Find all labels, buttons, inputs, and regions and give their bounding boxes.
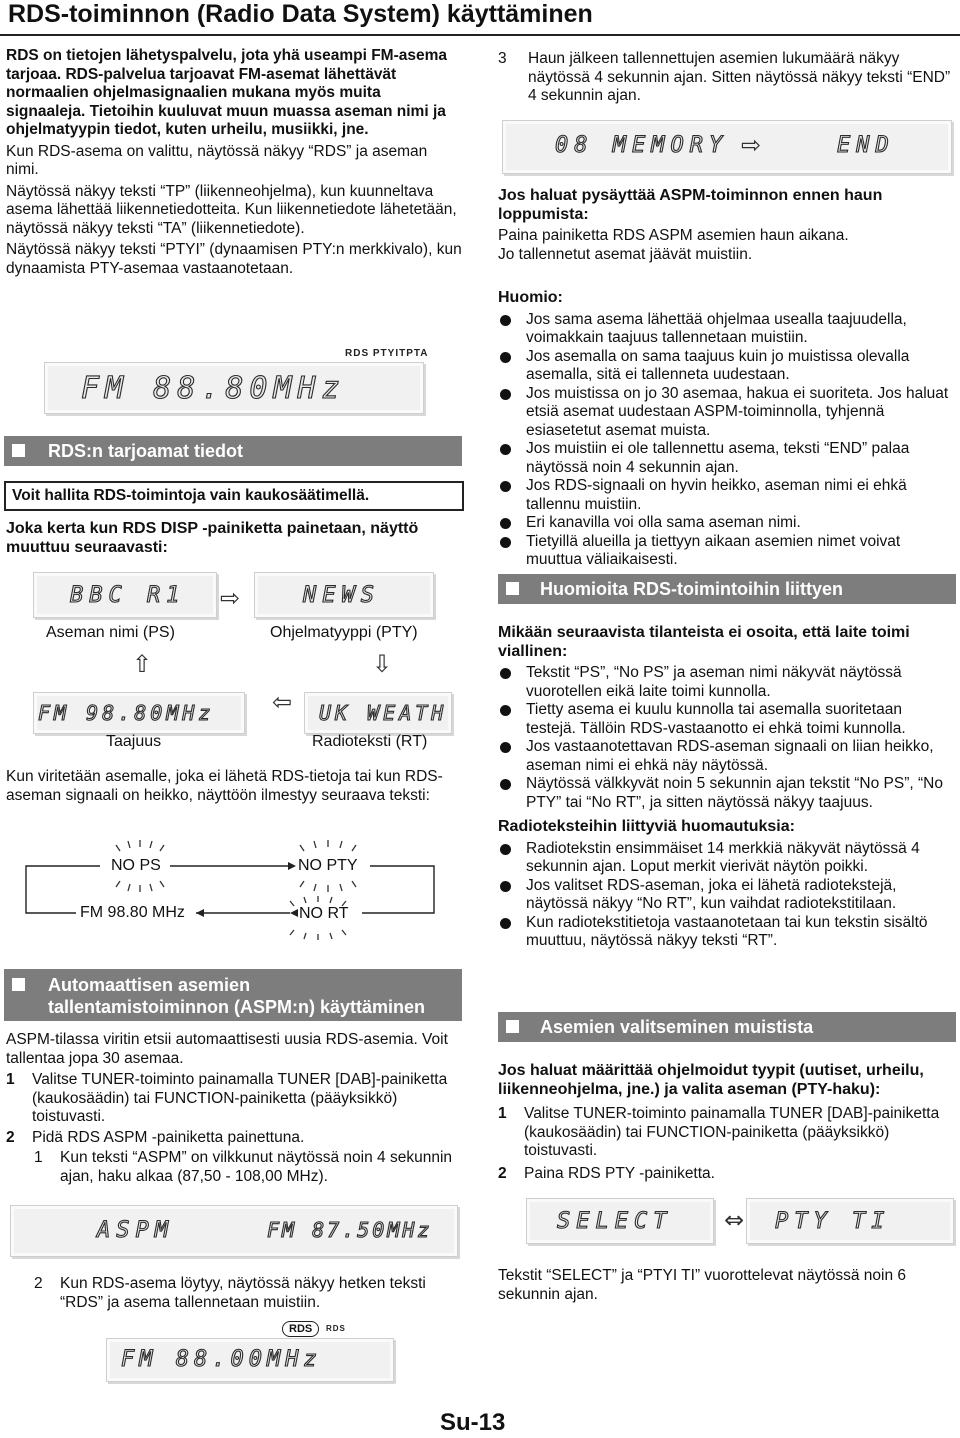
rds-badge: RDS (282, 1321, 319, 1337)
lcd-rt-text: UK WEATH (319, 701, 448, 725)
caption-freq: Taajuus (106, 733, 162, 750)
lcd-select-text: SELECT (557, 1209, 673, 1234)
flash-fm: FM 98.80 MHz (80, 904, 185, 921)
lcd-end-text: END (837, 133, 895, 158)
substep-text: Haun jälkeen tallennettujen asemien lukumäärä näkyy näytössä 4 sekunnin ajan. Sitten näytössä näkyy teksti “END” 4 sekunnin ajan. (528, 50, 951, 104)
flash-no-ps: NO PS (111, 857, 161, 874)
flash-no-rt: NO RT (299, 905, 349, 922)
list-item: Tietty asema ei kuulu kunnolla tai asemalla suoritetaan testejä. Tällöin RDS-vastaanotto ei ehkä toimi kunnolla. (498, 701, 956, 738)
stop-block (498, 187, 956, 264)
disp-heading: Joka kerta kun RDS DISP -painiketta painetaan, näyttö muuttuu seuraavasti: (6, 520, 419, 556)
substep-2-block (6, 1275, 462, 1312)
note-list (498, 311, 956, 570)
aspm-block (6, 1031, 462, 1186)
line-right (362, 866, 434, 913)
display-memory-end (502, 120, 952, 174)
lcd-pty-text: NEWS (303, 583, 380, 608)
rt-note-list (498, 840, 956, 951)
rds-small-indicator: RDS (326, 1324, 346, 1333)
step-2 (6, 1129, 462, 1148)
rt-heading: Radioteksteihin liittyviä huomautuksia: (498, 818, 795, 835)
arrow-right-icon: ⇨ (220, 584, 241, 612)
step-number: 2 (6, 1128, 15, 1146)
substep-3 (498, 50, 954, 106)
arrow-up-icon: ⇧ (132, 650, 153, 678)
step-text: Valitse TUNER-toiminto painamalla TUNER [DAB]-painiketta (kaukosäädin) tai FUNCTION-painiketta (pääyksikkö) toistuvasti. (524, 1105, 940, 1159)
step-text: Pidä RDS ASPM -painiketta painettuna. (32, 1128, 305, 1146)
list-item: Jos muistissa on jo 30 asemaa, hakua ei suoriteta. Jos haluat etsiä asemat uudestaan ASPM-toiminnolla, tyhjennä esiasetetut asemat muista. (498, 385, 956, 441)
flash-cycle-diagram (0, 835, 460, 945)
section-title-line2: tallentamistoiminnon (ASPM:n) käyttäminen (48, 997, 426, 1017)
section-rds-info (4, 436, 462, 466)
arrow-left-icon: ⇦ (272, 688, 293, 716)
caption-rt: Radioteksti (RT) (312, 733, 428, 750)
arrowhead-fm (196, 909, 204, 917)
display-ps (33, 572, 217, 618)
arrow-right-icon: ⇨ (741, 131, 762, 159)
display-rds-found (106, 1338, 394, 1382)
list-item: Jos asemalla on sama taajuus kuin jo muistissa olevalla asemalla, sitä ei tallenneta uudestaan. (498, 348, 956, 385)
notice-block (498, 624, 956, 951)
list-item: Näytössä välkkyvät noin 5 sekunnin ajan tekstit “No PS”, “No PTY” tai “No RT”, ja sitten näytössä näkyy taajuus. (498, 775, 956, 812)
section-square-icon (12, 444, 25, 457)
select-text: Tekstit “SELECT” ja “PTYI TI” vuorottelevat näytössä noin 6 sekunnin ajan. (498, 1267, 907, 1303)
substep-number: 2 (34, 1275, 43, 1292)
intro-p2: Näytössä näkyy teksti “TP” (liikenneohjelma), kun kuunneltava asema lähettää liikennetiedotteita. Kun liikennetiedote lähetetään, näytössä näkyy teksti “TA” (liikennetiedote). (6, 182, 457, 237)
section-title: RDS:n tarjoamat tiedot (48, 441, 244, 461)
intro-p1: Kun RDS-asema on valittu, näytössä näkyy “RDS” ja aseman nimi. (6, 142, 428, 178)
arrow-down-icon: ⇩ (372, 650, 393, 678)
title-rule (0, 34, 960, 36)
lcd-ps-text: BBC R1 (70, 583, 186, 608)
lcd-indicators: RDS PTYITPTA (345, 348, 429, 359)
arrowhead-rt-right (290, 909, 298, 917)
flash-rays (116, 840, 356, 940)
right-substep-3 (498, 50, 954, 106)
stop-text-2: Jo tallennetut asemat jäävät muistiin. (498, 245, 753, 263)
substep-text: Kun teksti “ASPM” on vilkkunut näytössä noin 4 sekunnin ajan, haku alkaa (87,50 - 108,00 MHz). (60, 1149, 453, 1185)
lcd-aspm-text: ASPM (97, 1218, 174, 1243)
display-pty-ti (746, 1198, 954, 1244)
pty-step-1 (498, 1105, 956, 1161)
intro-text-block (6, 47, 462, 281)
section-title: Huomioita RDS-toimintoihin liittyen (540, 579, 843, 599)
step-number: 2 (498, 1164, 507, 1182)
arrow-both-icon: ⇔ (724, 1206, 745, 1234)
display-select (526, 1198, 714, 1244)
flash-no-pty: NO PTY (298, 857, 358, 874)
section-square-icon (506, 1020, 519, 1033)
step-text: Valitse TUNER-toiminto painamalla TUNER [DAB]-painiketta (kaukosäädin) tai FUNCTION-painiketta (pääyksikkö) toistuvasti. (32, 1071, 448, 1125)
list-item: Jos RDS-signaali on hyvin heikko, aseman nimi ei ehkä tallennu muistiin. (498, 477, 956, 514)
display-pty (254, 572, 434, 618)
note-block (498, 289, 956, 570)
lcd-aspm-freq: FM 87.50MHz (267, 1218, 433, 1242)
section-square-icon (12, 978, 25, 991)
section-square-icon (506, 582, 519, 595)
list-item: Jos valitset RDS-aseman, joka ei lähetä radiotekstejä, näytössä näkyy “No RT”, kun vaihdat radiotekstitilaan. (498, 877, 956, 914)
lcd-ptyti-text: PTY TI (775, 1209, 891, 1234)
step-1 (6, 1071, 462, 1127)
pty-heading: Jos haluat määrittää ohjelmoidut tyypit (uutiset, urheilu, liikenneohjelma, jne.) ja valita aseman (PTY-haku): (498, 1062, 924, 1098)
notice-list (498, 664, 956, 812)
substep-number: 1 (34, 1149, 43, 1166)
list-item: Jos sama asema lähettää ohjelmaa usealla taajuudella, voimakkain taajuus tallennetaan muistiin. (498, 311, 956, 348)
step-text: Paina RDS PTY -painiketta. (524, 1164, 715, 1182)
list-item: Jos muistiin ei ole tallennettu asema, teksti “END” palaa näytössä noin 4 sekunnin ajan. (498, 440, 956, 477)
intro-bold: RDS on tietojen lähetyspalvelu, jota yhä useampi FM-asema tarjoaa. RDS-palvelua tarjoavat FM-asemat lähettävät normaalien ohjelmasignaalien mukana myös muita signaaleja. Tietoihin kuuluvat muun muassa aseman nimi ja ohjelmatyypin tiedot, kuten urheilu, musiikki, jne. (6, 47, 448, 138)
noinfo-text: Kun viritetään asemalle, joka ei lähetä RDS-tietoja tai kun RDS-aseman signaali on heikko, näyttöön ilmestyy seuraava teksti: (6, 768, 443, 804)
aspm-intro: ASPM-tilassa viritin etsii automaattisesti uusia RDS-asemia. Voit tallentaa jopa 30 asemaa. (6, 1031, 448, 1067)
note-heading: Huomio: (498, 289, 563, 306)
list-item: Jos vastaanotettavan RDS-aseman signaali on liian heikko, aseman nimi ei ehkä näy näytössä. (498, 738, 956, 775)
section-rds-notices (498, 574, 956, 604)
page-number: Su-13 (440, 1409, 506, 1436)
page-title: RDS-toiminnon (Radio Data System) käyttäminen (8, 0, 593, 28)
lcd-memory-text: 08 MEMORY (555, 133, 729, 158)
remote-only-note: Voit hallita RDS-toimintoja vain kaukosäätimellä. (4, 481, 464, 511)
caption-ps: Aseman nimi (PS) (46, 624, 175, 641)
pty-step-2 (498, 1165, 956, 1184)
intro-p3: Näytössä näkyy teksti “PTYI” (dynaamisen PTY:n merkkivalo), kun dynaamista PTY-asemaa vastaanotetaan. (6, 241, 462, 277)
arrowhead-pty (288, 862, 296, 870)
list-item: Radiotekstin ensimmäiset 14 merkkiä näkyvät näytössä 4 sekunnin ajan. Loput merkit vierivät näytön poikki. (498, 840, 956, 877)
display-freq (33, 692, 245, 734)
lcd-rds-text: FM 88.00MHz (121, 1347, 322, 1372)
lcd-freq-text: FM 98.80MHz (38, 701, 215, 725)
pty-block (498, 1062, 956, 1183)
substep-number: 3 (498, 50, 507, 67)
display-rt (304, 692, 452, 734)
list-item: Tietyillä alueilla ja tiettyyn aikaan asemien nimet voivat muuttua väliaikaisesti. (498, 533, 956, 570)
caption-pty: Ohjelmatyyppi (PTY) (270, 624, 418, 641)
substep-text: Kun RDS-asema löytyy, näytössä näkyy hetken teksti “RDS” ja asema tallennetaan muistiin. (60, 1275, 426, 1311)
stop-text-1: Paina painiketta RDS ASPM asemien haun aikana. (498, 227, 849, 244)
list-item: Eri kanavilla voi olla sama aseman nimi. (498, 514, 956, 533)
section-select-memory (498, 1012, 956, 1042)
step-number: 1 (6, 1071, 15, 1088)
step-number: 1 (498, 1105, 507, 1122)
display-fm-88-80 (44, 362, 424, 414)
lcd-text: FM 88.80MHz (81, 371, 346, 406)
section-title: Asemien valitseminen muistista (540, 1017, 814, 1037)
substep-1 (6, 1149, 462, 1186)
list-item: Tekstit “PS”, “No PS” ja aseman nimi näkyvät näytössä vuorotellen eikä laite toimi kunnolla. (498, 664, 956, 701)
stop-heading: Jos haluat pysäyttää ASPM-toiminnon ennen haun loppumista: (498, 187, 883, 223)
section-aspm (4, 969, 462, 1021)
section-title-line1: Automaattisen asemien (48, 975, 251, 995)
display-aspm (10, 1205, 458, 1257)
list-item: Kun radiotekstitietoja vastaanotetaan tai kun tekstin sisältö muuttuu, näytössä näkyy teksti “RT”. (498, 914, 956, 951)
notice-heading: Mikään seuraavista tilanteista ei osoita, että laite toimi viallinen: (498, 624, 910, 660)
substep-2 (6, 1275, 462, 1312)
